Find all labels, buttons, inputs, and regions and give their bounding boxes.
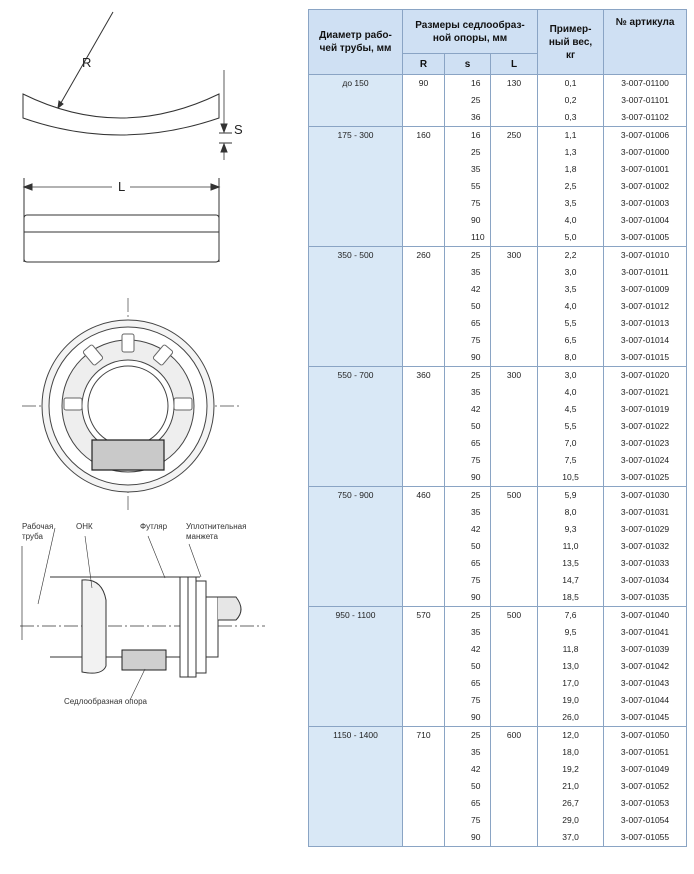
weight-cell-value: 18,0 xyxy=(562,747,579,757)
s-cell-value: 50 xyxy=(471,661,481,671)
weight-cell-value: 13,0 xyxy=(562,661,579,671)
s-cell xyxy=(445,607,491,727)
weight-cell-value: 1,1 xyxy=(564,130,577,140)
article-cell-value: 3-007-01003 xyxy=(620,198,670,208)
weight-cell-value: 17,0 xyxy=(562,678,579,688)
article-cell-value: 3-007-01050 xyxy=(620,730,670,740)
r-cell xyxy=(403,367,445,487)
article-cell-value: 3-007-01101 xyxy=(621,95,669,105)
s-cell-value: 35 xyxy=(471,387,481,397)
l-cell-value: 250 xyxy=(506,130,522,140)
diameter-cell-value: 350 - 500 xyxy=(337,250,374,260)
s-cell-value: 50 xyxy=(471,541,481,551)
s-cell-value: 42 xyxy=(471,524,481,534)
article-cell-value: 3-007-01000 xyxy=(620,147,670,157)
article-cell-value: 3-007-01001 xyxy=(620,164,670,174)
weight-cell-value: 7,0 xyxy=(564,438,577,448)
weight-cell-value: 0,3 xyxy=(564,112,577,122)
weight-cell-value: 6,5 xyxy=(564,335,577,345)
article-cell-value: 3-007-01012 xyxy=(620,301,670,311)
cross-section-view xyxy=(22,298,240,510)
weight-cell-value: 5,9 xyxy=(564,490,577,500)
article-cell-value: 3-007-01049 xyxy=(620,764,670,774)
s-cell-value: 55 xyxy=(471,181,481,191)
s-cell-value: 25 xyxy=(471,490,481,500)
radius-arrowhead xyxy=(58,101,63,108)
s-cell-value: 16 xyxy=(471,78,481,88)
weight-cell-value: 3,0 xyxy=(564,267,577,277)
article-cell-value: 3-007-01023 xyxy=(620,438,670,448)
header-r: R xyxy=(403,54,445,75)
article-cell-value: 3-007-01043 xyxy=(620,678,670,688)
s-cell-value: 75 xyxy=(471,815,481,825)
s-cell xyxy=(445,247,491,367)
l-cell xyxy=(491,127,538,247)
article-cell-value: 3-007-01044 xyxy=(620,695,670,705)
l-cell xyxy=(491,487,538,607)
diameter-cell-value: 175 - 300 xyxy=(337,130,374,140)
article-cell-value: 3-007-01019 xyxy=(620,404,670,414)
drawings-svg xyxy=(0,0,300,869)
s-cell-value: 90 xyxy=(471,832,481,842)
article-cell-value: 3-007-01040 xyxy=(620,610,670,620)
casing-label: Футляр xyxy=(140,522,168,531)
s-cell-value: 75 xyxy=(471,455,481,465)
weight-cell-value: 18,5 xyxy=(562,592,579,602)
s-cell-value: 42 xyxy=(471,764,481,774)
weight-cell-value: 21,0 xyxy=(562,781,579,791)
s-cell-value: 25 xyxy=(471,95,481,105)
weight-cell-value: 2,2 xyxy=(564,250,577,260)
l-cell-value: 300 xyxy=(506,370,522,380)
s-cell xyxy=(445,727,491,847)
article-cell xyxy=(604,607,687,727)
weight-cell xyxy=(538,367,604,487)
onk-label: ОНК xyxy=(76,522,93,531)
table-row xyxy=(309,247,687,367)
diameter-cell xyxy=(309,367,403,487)
seal-cuff-label: Уплотнительная манжета xyxy=(186,522,247,541)
s-cell xyxy=(445,75,491,127)
l-cell xyxy=(491,607,538,727)
r-cell-value: 160 xyxy=(416,130,431,140)
weight-cell-value: 26,7 xyxy=(562,798,579,808)
article-cell-value: 3-007-01045 xyxy=(620,712,670,722)
weight-cell-value: 2,5 xyxy=(564,181,577,191)
article-cell-value: 3-007-01029 xyxy=(620,524,670,534)
s-cell-value: 90 xyxy=(471,592,481,602)
diameter-cell xyxy=(309,727,403,847)
weight-cell-value: 8,0 xyxy=(564,507,577,517)
weight-cell-value: 10,5 xyxy=(562,472,579,482)
s-cell-value: 42 xyxy=(471,644,481,654)
article-cell xyxy=(604,727,687,847)
article-cell-value: 3-007-01020 xyxy=(620,370,670,380)
diameter-cell-value: 750 - 900 xyxy=(337,490,374,500)
weight-cell xyxy=(538,75,604,127)
header-dimensions: Размеры седлообраз- ной опоры, мм xyxy=(403,10,538,54)
weight-cell-value: 5,5 xyxy=(564,421,577,431)
l-cell-value: 600 xyxy=(506,730,522,740)
weight-cell xyxy=(538,607,604,727)
l-cell xyxy=(491,75,538,127)
s-cell-value: 110 xyxy=(471,232,485,242)
s-cell xyxy=(445,127,491,247)
diameter-cell xyxy=(309,247,403,367)
s-cell-value: 35 xyxy=(471,507,481,517)
article-cell-value: 3-007-01005 xyxy=(620,232,670,242)
table-row xyxy=(309,607,687,727)
saddle-support-label: Седлообразная опора xyxy=(64,697,147,706)
weight-cell xyxy=(538,727,604,847)
radius-label: R xyxy=(82,55,92,70)
table-body xyxy=(309,75,687,847)
article-cell-value: 3-007-01004 xyxy=(620,215,670,225)
r-cell xyxy=(403,75,445,127)
weight-cell-value: 11,0 xyxy=(562,541,579,551)
header-diameter: Диаметр рабо- чей трубы, мм xyxy=(309,10,403,75)
article-cell-value: 3-007-01002 xyxy=(620,181,670,191)
article-cell xyxy=(604,367,687,487)
saddle-profile xyxy=(23,94,219,135)
s-cell-value: 65 xyxy=(471,678,481,688)
article-cell-value: 3-007-01034 xyxy=(620,575,670,585)
l-cell-value: 130 xyxy=(506,78,522,88)
table-row xyxy=(309,487,687,607)
article-cell-value: 3-007-01052 xyxy=(620,781,670,791)
s-cell xyxy=(445,487,491,607)
article-cell-value: 3-007-01014 xyxy=(620,335,670,345)
weight-cell-value: 5,5 xyxy=(564,318,577,328)
weight-cell-value: 7,6 xyxy=(564,610,577,620)
l-cell xyxy=(491,367,538,487)
article-cell-value: 3-007-01053 xyxy=(620,798,670,808)
article-cell-value: 3-007-01024 xyxy=(620,455,670,465)
working-pipe-label: Рабочая труба xyxy=(22,522,54,541)
weight-cell-value: 0,1 xyxy=(564,78,577,88)
s-cell-value: 75 xyxy=(471,695,481,705)
article-cell-value: 3-007-01051 xyxy=(620,747,670,757)
saddle-in-assembly xyxy=(122,650,166,670)
r-cell-value: 460 xyxy=(416,490,431,500)
weight-cell-value: 37,0 xyxy=(562,832,579,842)
weight-cell-value: 3,0 xyxy=(564,370,577,380)
s-cell-value: 25 xyxy=(471,730,481,740)
l-cell-value: 300 xyxy=(506,250,522,260)
header-l: L xyxy=(491,54,538,75)
s-cell-value: 50 xyxy=(471,301,481,311)
weight-cell-value: 3,5 xyxy=(564,198,577,208)
r-cell xyxy=(403,607,445,727)
thickness-label: S xyxy=(234,122,243,137)
weight-cell-value: 19,0 xyxy=(562,695,579,705)
article-cell xyxy=(604,75,687,127)
article-cell-value: 3-007-01011 xyxy=(621,267,669,277)
article-cell xyxy=(604,247,687,367)
weight-cell-value: 4,0 xyxy=(564,301,577,311)
weight-cell-value: 1,3 xyxy=(564,147,577,157)
weight-cell-value: 5,0 xyxy=(564,232,577,242)
r-cell-value: 90 xyxy=(418,78,429,88)
diameter-cell xyxy=(309,487,403,607)
article-cell-value: 3-007-01013 xyxy=(620,318,670,328)
weight-cell-value: 9,5 xyxy=(564,627,577,637)
r-cell-value: 360 xyxy=(416,370,431,380)
r-cell-value: 570 xyxy=(416,610,431,620)
article-cell-value: 3-007-01041 xyxy=(620,627,670,637)
table-row xyxy=(309,75,687,127)
diameter-cell-value: 550 - 700 xyxy=(337,370,374,380)
weight-cell-value: 29,0 xyxy=(562,815,579,825)
s-cell-value: 90 xyxy=(471,712,481,722)
article-cell-value: 3-007-01010 xyxy=(620,250,670,260)
weight-cell-value: 19,2 xyxy=(562,764,579,774)
weight-cell-value: 3,5 xyxy=(564,284,577,294)
technical-drawings xyxy=(0,0,300,869)
weight-cell-value: 13,5 xyxy=(562,558,579,568)
r-cell xyxy=(403,727,445,847)
r-cell xyxy=(403,127,445,247)
s-cell-value: 35 xyxy=(471,164,481,174)
s-cell xyxy=(445,367,491,487)
weight-cell-value: 4,0 xyxy=(564,387,577,397)
weight-cell xyxy=(538,127,604,247)
diameter-cell-value: 1150 - 1400 xyxy=(333,730,378,740)
s-cell-value: 36 xyxy=(471,112,481,122)
diameter-cell xyxy=(309,607,403,727)
table-row xyxy=(309,127,687,247)
s-cell-value: 50 xyxy=(471,781,481,791)
s-cell-value: 35 xyxy=(471,747,481,757)
article-cell-value: 3-007-01031 xyxy=(620,507,670,517)
article-cell-value: 3-007-01021 xyxy=(620,387,670,397)
s-cell-value: 50 xyxy=(471,421,481,431)
table-row xyxy=(309,367,687,487)
article-cell-value: 3-007-01032 xyxy=(620,541,670,551)
r-cell-value: 710 xyxy=(416,730,431,740)
weight-cell-value: 11,8 xyxy=(562,644,579,654)
s-cell-value: 65 xyxy=(471,318,481,328)
article-cell-value: 3-007-01054 xyxy=(620,815,670,825)
saddle-side-view xyxy=(23,12,232,160)
article-cell-value: 3-007-01039 xyxy=(620,644,670,654)
header-article: № артикула xyxy=(604,10,687,75)
r-cell-value: 260 xyxy=(416,250,431,260)
article-cell-value: 3-007-01035 xyxy=(620,592,670,602)
l-cell-value: 500 xyxy=(506,610,522,620)
article-cell-value: 3-007-01006 xyxy=(620,130,670,140)
weight-cell-value: 14,7 xyxy=(562,575,579,585)
article-cell-value: 3-007-01042 xyxy=(620,661,670,671)
weight-cell-value: 4,0 xyxy=(564,215,577,225)
weight-cell-value: 4,5 xyxy=(564,404,577,414)
r-cell xyxy=(403,247,445,367)
s-cell-value: 75 xyxy=(471,335,481,345)
article-cell xyxy=(604,487,687,607)
article-cell-value: 3-007-01100 xyxy=(621,78,669,88)
s-cell-value: 65 xyxy=(471,438,481,448)
l-cell xyxy=(491,727,538,847)
s-cell-value: 35 xyxy=(471,627,481,637)
article-cell-value: 3-007-01033 xyxy=(620,558,670,568)
weight-cell xyxy=(538,487,604,607)
article-cell-value: 3-007-01025 xyxy=(620,472,670,482)
article-cell-value: 3-007-01055 xyxy=(620,832,670,842)
s-cell-value: 90 xyxy=(471,215,481,225)
s-cell-value: 75 xyxy=(471,575,481,585)
article-cell xyxy=(604,127,687,247)
s-cell-value: 90 xyxy=(471,352,481,362)
header-s: s xyxy=(445,54,491,75)
r-cell xyxy=(403,487,445,607)
saddle-cross-section xyxy=(92,440,164,470)
s-cell-value: 25 xyxy=(471,370,481,380)
saddle-support-spec-table xyxy=(308,9,687,847)
weight-cell-value: 9,3 xyxy=(564,524,577,534)
article-cell-value: 3-007-01030 xyxy=(620,490,670,500)
s-cell-value: 90 xyxy=(471,472,481,482)
saddle-plate xyxy=(24,215,219,262)
weight-cell-value: 7,5 xyxy=(564,455,577,465)
s-cell-value: 65 xyxy=(471,558,481,568)
s-cell-value: 42 xyxy=(471,404,481,414)
weight-cell xyxy=(538,247,604,367)
s-cell-value: 75 xyxy=(471,198,481,208)
article-cell-value: 3-007-01009 xyxy=(620,284,670,294)
s-cell-value: 35 xyxy=(471,267,481,277)
length-label: L xyxy=(118,179,126,194)
weight-cell-value: 0,2 xyxy=(564,95,577,105)
s-cell-value: 25 xyxy=(471,147,481,157)
article-cell-value: 3-007-01102 xyxy=(621,112,669,122)
diameter-cell xyxy=(309,127,403,247)
diameter-cell-value: до 150 xyxy=(342,78,369,88)
weight-cell-value: 8,0 xyxy=(564,352,577,362)
assembly-view xyxy=(20,528,265,700)
diameter-cell xyxy=(309,75,403,127)
l-cell xyxy=(491,247,538,367)
l-cell-value: 500 xyxy=(506,490,522,500)
s-cell-value: 65 xyxy=(471,798,481,808)
weight-cell-value: 26,0 xyxy=(562,712,579,722)
weight-cell-value: 12,0 xyxy=(562,730,579,740)
s-cell-value: 16 xyxy=(471,130,481,140)
s-cell-value: 25 xyxy=(471,250,481,260)
diameter-cell-value: 950 - 1100 xyxy=(335,610,376,620)
article-cell-value: 3-007-01015 xyxy=(620,352,670,362)
s-cell-value: 25 xyxy=(471,610,481,620)
table-row xyxy=(309,727,687,847)
weight-cell-value: 1,8 xyxy=(564,164,577,174)
header-weight: Пример- ный вес, кг xyxy=(538,10,604,75)
article-cell-value: 3-007-01022 xyxy=(620,421,670,431)
s-cell-value: 42 xyxy=(471,284,481,294)
